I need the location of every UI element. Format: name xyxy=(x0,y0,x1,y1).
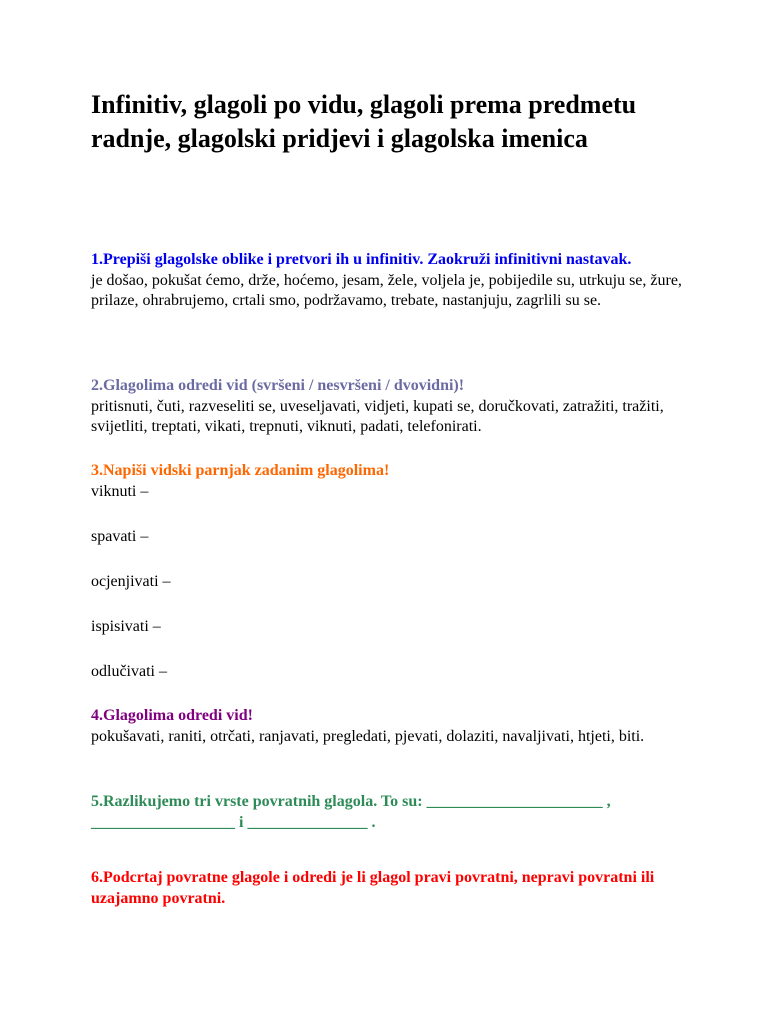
document-title: Infinitiv, glagoli po vidu, glagoli prema predmetu radnje, glagolski pridjevi i glagolska imenica xyxy=(91,90,637,153)
section-2 xyxy=(91,376,691,438)
section-4-heading: 4.Glagolima odredi vid! xyxy=(91,707,253,724)
section-4 xyxy=(91,706,691,747)
section-3-item: ocjenjivati – xyxy=(91,573,171,590)
section-4-body: pokušavati, raniti, otrčati, ranjavati, pregledati, pjevati, dolaziti, navaljivati, htjeti, biti. xyxy=(91,727,645,745)
section-2-body: pritisnuti, čuti, razveseliti se, uveseljavati, vidjeti, kupati se, doručkovati, zatražiti, tražiti, svijetliti, treptati, vikati, trepnuti, viknuti, padati, telefonirati. xyxy=(91,397,664,435)
section-3-item: spavati – xyxy=(91,528,149,545)
section-6 xyxy=(91,868,691,909)
section-3 xyxy=(91,461,691,482)
section-1-heading: 1.Prepiši glagolske oblike i pretvori ih u infinitiv. Zaokruži infinitivni nastavak. xyxy=(91,251,632,268)
section-1 xyxy=(91,250,691,312)
section-3-item: viknuti – xyxy=(91,483,149,500)
section-2-heading: 2.Glagolima odredi vid (svršeni / nesvršeni / dvovidni)! xyxy=(91,377,465,394)
section-6-heading: 6.Podcrtaj povratne glagole i odredi je li glagol pravi povratni, nepravi povratni ili uzajamno povratni. xyxy=(91,869,655,907)
section-5-heading: 5.Razlikujemo tri vrste povratnih glagola. To su: ______________________ , __________________ i _______________ . xyxy=(91,793,611,831)
section-1-body: je došao, pokušat ćemo, drže, hoćemo, jesam, žele, voljela je, pobijedile su, utrkuju se, žure, prilaze, ohrabrujemo, crtali smo, podržavamo, trebate, nastanjuju, zagrlili su se. xyxy=(91,271,682,309)
section-3-heading: 3.Napiši vidski parnjak zadanim glagolima! xyxy=(91,462,390,479)
section-5 xyxy=(91,792,681,833)
section-3-item: odlučivati – xyxy=(91,663,167,680)
section-3-item: ispisivati – xyxy=(91,618,161,635)
